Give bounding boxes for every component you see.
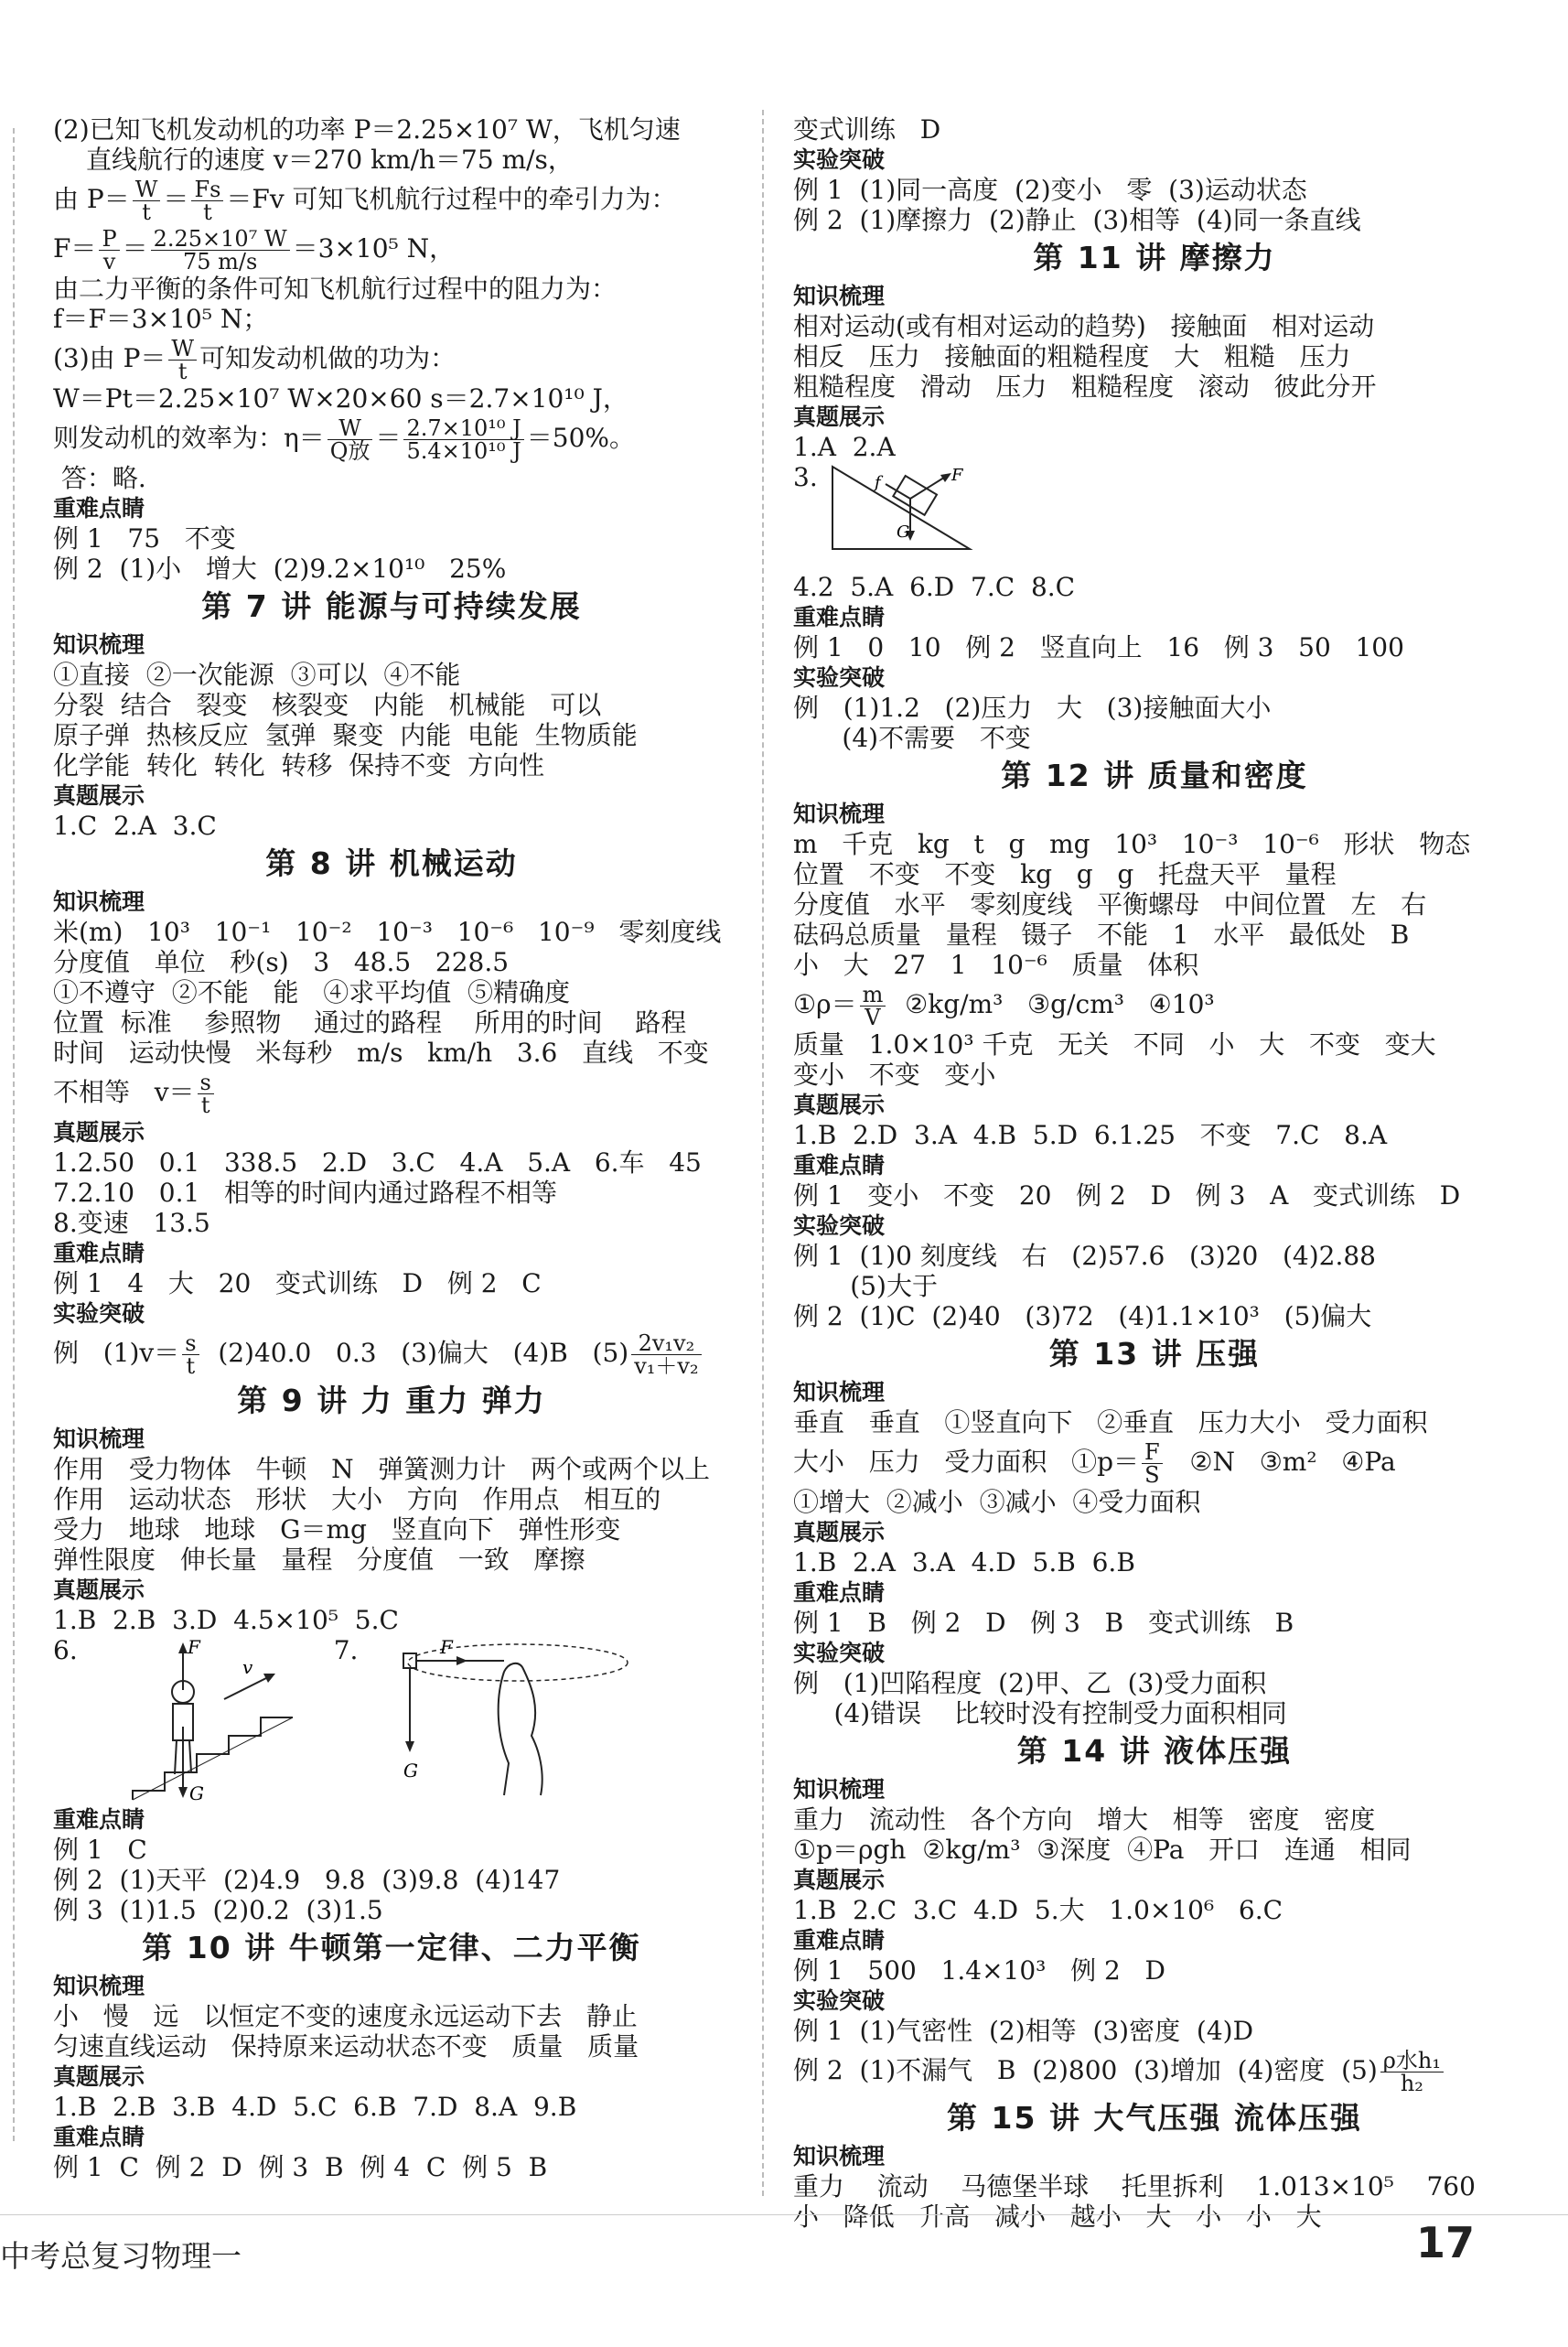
section-heading: 知识梳理 xyxy=(793,1379,886,1405)
equation-line xyxy=(53,334,730,383)
velocity-arrow xyxy=(224,1676,270,1699)
arrowhead xyxy=(178,1642,188,1653)
section-heading: 重难点睛 xyxy=(793,1927,886,1954)
text-line: 变小 不变 变小 xyxy=(793,1060,996,1090)
column-divider xyxy=(762,110,764,2196)
section-heading: 实验突破 xyxy=(53,1300,145,1327)
text-line: 作用 运动状态 形状 大小 方向 作用点 相互的 xyxy=(53,1484,661,1514)
arrowhead xyxy=(940,473,951,482)
incline-friction-diagram xyxy=(823,462,988,554)
text-line: 小 大 27 1 10⁻⁶ 质量 体积 xyxy=(793,950,1199,980)
denominator: Q放 xyxy=(329,438,371,464)
label-F: F xyxy=(950,466,963,485)
equation-line: 由 P＝ $\frac{W}{t}$ ＝ $\frac{Fs}{t}$ ＝Fv 可知飞机航行过程中的牵引力为： xyxy=(53,177,677,225)
text-line: 位置 不变 不变 kg g g 托盘天平 量程 xyxy=(793,859,1337,889)
text-line: 重力 流动性 各个方向 增大 相等 密度 密度 xyxy=(793,1804,1376,1835)
equation-line: 则发动机的效率为：η＝ W Q放 ＝ $\frac{\text{2.7×10¹⁰ J}}{\text{5.4×10¹⁰ J}}$ ＝50%。 xyxy=(53,415,636,464)
section-heading: 重难点睛 xyxy=(53,2124,145,2150)
arrowhead xyxy=(178,1787,188,1798)
section-heading: 知识梳理 xyxy=(53,631,145,658)
fraction xyxy=(631,1332,701,1377)
numerator: m xyxy=(860,984,886,1007)
section-heading: 真题展示 xyxy=(793,404,886,430)
text-line: 弹性限度 伸长量 量程 分度值 一致 摩擦 xyxy=(53,1545,585,1575)
numerator: F xyxy=(1142,1441,1163,1464)
text-line: 质量 1.0×10³ 千克 无关 不同 小 大 不变 变大 xyxy=(793,1029,1436,1060)
fraction xyxy=(403,417,523,462)
denominator: t xyxy=(203,199,212,225)
text-line: 相反 压力 接触面的粗糙程度 大 粗糙 压力 xyxy=(793,341,1351,371)
text-line: 例 1 (1)同一高度 (2)变小 零 (3)运动状态 xyxy=(793,175,1307,205)
label-G: G xyxy=(188,1782,204,1804)
text-line: 1.2.50 0.1 338.5 2.D 3.C 4.A 5.A 6.车 45 xyxy=(53,1147,702,1178)
text-line: 化学能 转化 转化 转移 保持不变 方向性 xyxy=(53,750,545,781)
numerator: W xyxy=(168,338,197,361)
text: 不相等 v＝ xyxy=(53,1077,195,1107)
text-line: 分度值 水平 零刻度线 平衡螺母 中间位置 左 右 xyxy=(793,889,1427,920)
numerator: s xyxy=(182,1332,199,1355)
arrowhead xyxy=(456,1656,467,1665)
section-heading: 知识梳理 xyxy=(53,888,145,915)
text-line: 1.B 2.C 3.C 4.D 5.大 1.0×10⁶ 6.C xyxy=(793,1895,1283,1925)
text-line: ①p＝ρgh ②kg/m³ ③深度 ④Pa 开口 连通 相同 xyxy=(793,1835,1412,1865)
right-column xyxy=(793,114,1516,2232)
text: ＝3×10⁵ N， xyxy=(292,233,456,264)
text-line: 4.2 5.A 6.D 7.C 8.C xyxy=(793,572,1076,602)
text-line: 例 1 4 大 20 变式训练 D 例 2 C xyxy=(53,1268,542,1298)
text-line: 1.B 2.B 3.D 4.5×10⁵ 5.C xyxy=(53,1605,399,1635)
section-heading: 重难点睛 xyxy=(53,1240,145,1266)
text-line: 分裂 结合 裂变 核裂变 内能 机械能 可以 xyxy=(53,690,602,720)
label-f: f xyxy=(874,473,881,492)
numerator: P xyxy=(99,228,119,251)
text: ＝50%。 xyxy=(526,423,636,453)
text-line: 由二力平衡的条件可知飞机航行过程中的阻力为： xyxy=(53,274,618,304)
person-leg xyxy=(175,1740,177,1774)
hand xyxy=(499,1663,542,1795)
section-heading: 重难点睛 xyxy=(53,495,145,522)
section-heading: 真题展示 xyxy=(793,1092,886,1118)
text-line: 例 (1)1.2 (2)压力 大 (3)接触面大小 xyxy=(793,693,1272,723)
label-G: G xyxy=(403,1760,419,1782)
section-heading: 实验突破 xyxy=(793,1987,886,2014)
text-line: 例 3 (1)1.5 (2)0.2 (3)1.5 xyxy=(53,1895,383,1925)
section-heading: 实验突破 xyxy=(793,146,886,173)
text: ①ρ＝ xyxy=(793,989,857,1019)
force-arrow-F xyxy=(910,476,947,499)
lecture-title: 第 11 讲 摩擦力 xyxy=(1033,240,1276,275)
section-heading: 重难点睛 xyxy=(793,1579,886,1606)
text-line: 粗糙程度 滑动 压力 粗糙程度 滚动 彼此分开 xyxy=(793,371,1377,402)
denominator: 75 m/s xyxy=(182,249,258,275)
numerator: 2v₁v₂ xyxy=(631,1332,701,1355)
section-heading: 实验突破 xyxy=(793,1212,886,1239)
text-line: 直线航行的速度 v＝270 km/h＝75 m/s， xyxy=(86,145,574,175)
lecture-title: 第 14 讲 液体压强 xyxy=(1016,1733,1293,1769)
section-heading: 真题展示 xyxy=(53,1119,145,1146)
section-heading: 重难点睛 xyxy=(793,604,886,630)
text-line: 例 1 C xyxy=(53,1835,147,1865)
denominator: 5.4×10¹⁰ J xyxy=(406,438,521,464)
section-heading: 真题展示 xyxy=(53,782,145,809)
equation-line: F＝ $\frac{P}{v}$ ＝ $\frac{\text{2.25×10⁷ W}}{75 m/s}$ ＝3×10⁵ N， xyxy=(53,226,456,275)
section-heading: 真题展示 xyxy=(793,1867,886,1893)
lecture-title: 第 15 讲 大气压强 流体压强 xyxy=(947,2100,1362,2136)
text-line: ①增大 ②减小 ③减小 ④受力面积 xyxy=(793,1487,1201,1517)
text-line: 7.2.10 0.1 相等的时间内通过路程不相等 xyxy=(53,1178,557,1208)
left-column xyxy=(53,114,730,2182)
text: 大小 压力 受力面积 ①p＝ xyxy=(793,1447,1140,1477)
text: ②kg/m³ ③g/cm³ ④10³ xyxy=(888,989,1215,1019)
denominator: V xyxy=(865,1005,881,1030)
label-G: G xyxy=(896,522,910,542)
text-line: 垂直 垂直 ①竖直向下 ②垂直 压力大小 受力面积 xyxy=(793,1407,1428,1437)
text-line: 米(m) 10³ 10⁻¹ 10⁻² 10⁻³ 10⁻⁶ 10⁻⁹ 零刻度线 xyxy=(53,917,722,947)
text: ＝Fv 可知飞机航行过程中的牵引力为： xyxy=(226,184,677,214)
text-line: m 千克 kg t g mg 10³ 10⁻³ 10⁻⁶ 形状 物态 xyxy=(793,829,1471,859)
text: 可知发动机做的功为： xyxy=(199,343,456,373)
fraction xyxy=(1380,2050,1444,2094)
denominator: t xyxy=(142,199,151,225)
text-line: 匀速直线运动 保持原来运动状态不变 质量 质量 xyxy=(53,2031,639,2062)
fraction xyxy=(1142,1441,1163,1486)
text-line: ①不遵守 ②不能 能 ④求平均值 ⑤精确度 xyxy=(53,977,571,1007)
numerator: 2.25×10⁷ W xyxy=(151,228,290,251)
text-line: 例 1 C 例 2 D 例 3 B 例 4 C 例 5 B xyxy=(53,2152,548,2182)
text: 例 (1)v＝ xyxy=(53,1338,180,1368)
figure-row xyxy=(53,1635,730,1804)
text-line: 答：略. xyxy=(53,463,146,493)
text-line: 8.变速 13.5 xyxy=(53,1208,210,1238)
text-line: 例 2 (1)小 增大 (2)9.2×10¹⁰ 25% xyxy=(53,554,507,584)
section-heading: 知识梳理 xyxy=(793,801,886,827)
text-line: 变式训练 D xyxy=(793,114,941,145)
equation-line xyxy=(793,2046,1516,2095)
text-line: 例 1 变小 不变 20 例 2 D 例 3 A 变式训练 D xyxy=(793,1180,1461,1211)
figure-label: 6. xyxy=(53,1635,78,1665)
text-line: 例 2 (1)C (2)40 (3)72 (4)1.1×10³ (5)偏大 xyxy=(793,1301,1372,1331)
text-line: 1.B 2.A 3.A 4.D 5.B 6.B xyxy=(793,1547,1135,1577)
text-line: 重力 流动 马德堡半球 托里拆利 1.013×10⁵ 760 xyxy=(793,2171,1476,2202)
text: 则发动机的效率为：η＝ xyxy=(53,423,325,453)
fraction xyxy=(182,1332,199,1377)
text-line: 例 1 500 1.4×10³ 例 2 D xyxy=(793,1955,1165,1986)
text-line: (2)已知飞机发动机的功率 P＝2.25×10⁷ W，飞机匀速 xyxy=(53,114,681,145)
text: 例 2 (1)不漏气 B (2)800 (3)增加 (4)密度 (5) xyxy=(793,2055,1378,2085)
section-heading: 实验突破 xyxy=(793,1640,886,1666)
text-line: 例 (1)凹陷程度 (2)甲、乙 (3)受力面积 xyxy=(793,1668,1267,1698)
footer-rule xyxy=(0,2214,1568,2215)
text-line: 1.B 2.D 3.A 4.B 5.D 6.1.25 不变 7.C 8.A xyxy=(793,1120,1388,1150)
figure-label: 3. xyxy=(793,462,818,492)
text-line: (4)错误 比较时没有控制受力面积相同 xyxy=(793,1698,1287,1728)
arrowhead xyxy=(405,1741,414,1752)
denominator: t xyxy=(177,359,188,384)
text-line: 小 慢 远 以恒定不变的速度永远运动下去 静止 xyxy=(53,2001,638,2031)
text-line: 1.A 2.A xyxy=(793,432,896,462)
denominator: h₂ xyxy=(1400,2071,1423,2096)
label-v: v xyxy=(242,1656,253,1678)
text-line: 1.B 2.B 3.B 4.D 5.C 6.B 7.D 8.A 9.B xyxy=(53,2092,577,2122)
section-heading: 重难点睛 xyxy=(793,1152,886,1179)
book-title: 中考总复习物理一 xyxy=(0,2238,242,2274)
fraction xyxy=(151,228,290,273)
lecture-title: 第 8 讲 机械运动 xyxy=(265,845,518,881)
text-line: 小 降低 升高 减小 越小 大 小 小 大 xyxy=(793,2202,1322,2232)
equation-line xyxy=(793,1437,1516,1487)
numerator: Fs xyxy=(191,178,223,201)
fraction xyxy=(198,1071,214,1116)
section-heading: 知识梳理 xyxy=(793,2143,886,2169)
text-line: 原子弹 热核反应 氢弹 聚变 内能 电能 生物质能 xyxy=(53,720,638,750)
denominator: t xyxy=(200,1093,210,1118)
text-line: (5)大于 xyxy=(793,1271,938,1301)
numerator: 2.7×10¹⁰ J xyxy=(403,417,523,440)
figure-label: 7. xyxy=(333,1635,359,1665)
text-line: 例 1 75 不变 xyxy=(53,523,236,554)
section-heading: 真题展示 xyxy=(793,1519,886,1545)
fraction xyxy=(191,178,223,223)
section-heading: 真题展示 xyxy=(53,2063,145,2090)
denominator: v₁＋v₂ xyxy=(634,1353,699,1379)
label-F: F xyxy=(440,1636,454,1658)
text-line: 位置 标准 参照物 通过的路程 所用的时间 路程 xyxy=(53,1007,687,1038)
label-F: F xyxy=(187,1636,200,1658)
friction-arrow xyxy=(886,484,910,499)
text-line: 例 1 (1)0 刻度线 右 (2)57.6 (3)20 (4)2.88 xyxy=(793,1241,1377,1271)
section-heading: 知识梳理 xyxy=(53,1426,145,1452)
equation-line xyxy=(53,1068,730,1117)
equation-line xyxy=(793,980,1516,1029)
section-heading: 知识梳理 xyxy=(793,283,886,309)
fraction xyxy=(168,338,197,382)
denominator: v xyxy=(102,249,116,275)
denominator: S xyxy=(1144,1462,1160,1488)
circular-motion-diagram xyxy=(394,1635,632,1804)
text: F＝ xyxy=(53,233,97,264)
text-line: 分度值 单位 秒(s) 3 48.5 228.5 xyxy=(53,947,510,977)
lecture-title: 第 13 讲 压强 xyxy=(1048,1336,1261,1372)
section-heading: 知识梳理 xyxy=(53,1973,145,1999)
text-line: W＝Pt＝2.25×10⁷ W×20×60 s＝2.7×10¹⁰ J， xyxy=(53,383,628,414)
text-line: 受力 地球 地球 G＝mg 竖直向下 弹性形变 xyxy=(53,1514,621,1545)
page-edge-line xyxy=(13,128,15,2141)
text-line: 作用 受力物体 牛顿 N 弹簧测力计 两个或两个以上 xyxy=(53,1454,711,1484)
fraction xyxy=(133,178,161,223)
numerator: W xyxy=(328,417,373,440)
lecture-title: 第 7 讲 能源与可持续发展 xyxy=(201,588,582,624)
text-line: 例 2 (1)天平 (2)4.9 9.8 (3)9.8 (4)147 xyxy=(53,1865,561,1895)
person-leg xyxy=(189,1740,191,1772)
section-heading: 知识梳理 xyxy=(793,1776,886,1803)
text-line: 相对运动(或有相对运动的趋势) 接触面 相对运动 xyxy=(793,311,1375,341)
text: ②N ③m² ④Pa xyxy=(1165,1447,1396,1477)
text: (3)由 P＝ xyxy=(53,343,166,373)
numerator: ρ水h₁ xyxy=(1380,2050,1444,2072)
text-line: 例 2 (1)摩擦力 (2)静止 (3)相等 (4)同一条直线 xyxy=(793,205,1361,235)
section-heading: 实验突破 xyxy=(793,664,886,691)
text-line: 例 1 0 10 例 2 竖直向上 16 例 3 50 100 xyxy=(793,632,1404,662)
stairs-force-diagram xyxy=(114,1635,297,1804)
section-heading: 真题展示 xyxy=(53,1577,145,1603)
numerator: W xyxy=(133,178,161,201)
numerator: s xyxy=(198,1071,214,1094)
figure-row xyxy=(793,462,1516,572)
text-line: f＝F＝3×10⁵ N； xyxy=(53,304,269,334)
fraction xyxy=(860,984,886,1028)
fraction xyxy=(328,417,373,462)
page-number: 17 xyxy=(1416,2218,1476,2267)
text-line: 例 1 B 例 2 D 例 3 B 变式训练 B xyxy=(793,1608,1294,1638)
equation-line xyxy=(53,1329,730,1378)
text-line: 时间 运动快慢 米每秒 m/s km/h 3.6 直线 不变 xyxy=(53,1038,709,1068)
text-line: (4)不需要 不变 xyxy=(793,723,1031,753)
lecture-title: 第 12 讲 质量和密度 xyxy=(1001,758,1308,793)
text-line: 砝码总质量 量程 镊子 不能 1 水平 最低处 B xyxy=(793,920,1410,950)
text: 由 P＝ xyxy=(53,184,130,214)
lecture-title: 第 10 讲 牛顿第一定律、二力平衡 xyxy=(142,1930,641,1965)
text-line: 例 1 (1)气密性 (2)相等 (3)密度 (4)D xyxy=(793,2016,1254,2046)
denominator: t xyxy=(186,1353,196,1379)
text-line: 1.C 2.A 3.C xyxy=(53,811,217,841)
section-heading: 重难点睛 xyxy=(53,1806,145,1833)
stairs-incline xyxy=(133,1717,293,1800)
text-line: ①直接 ②一次能源 ③可以 ④不能 xyxy=(53,660,461,690)
fraction xyxy=(99,228,119,273)
lecture-title: 第 9 讲 力 重力 弹力 xyxy=(237,1383,546,1418)
text: (2)40.0 0.3 (3)偏大 (4)B (5) xyxy=(201,1338,629,1368)
